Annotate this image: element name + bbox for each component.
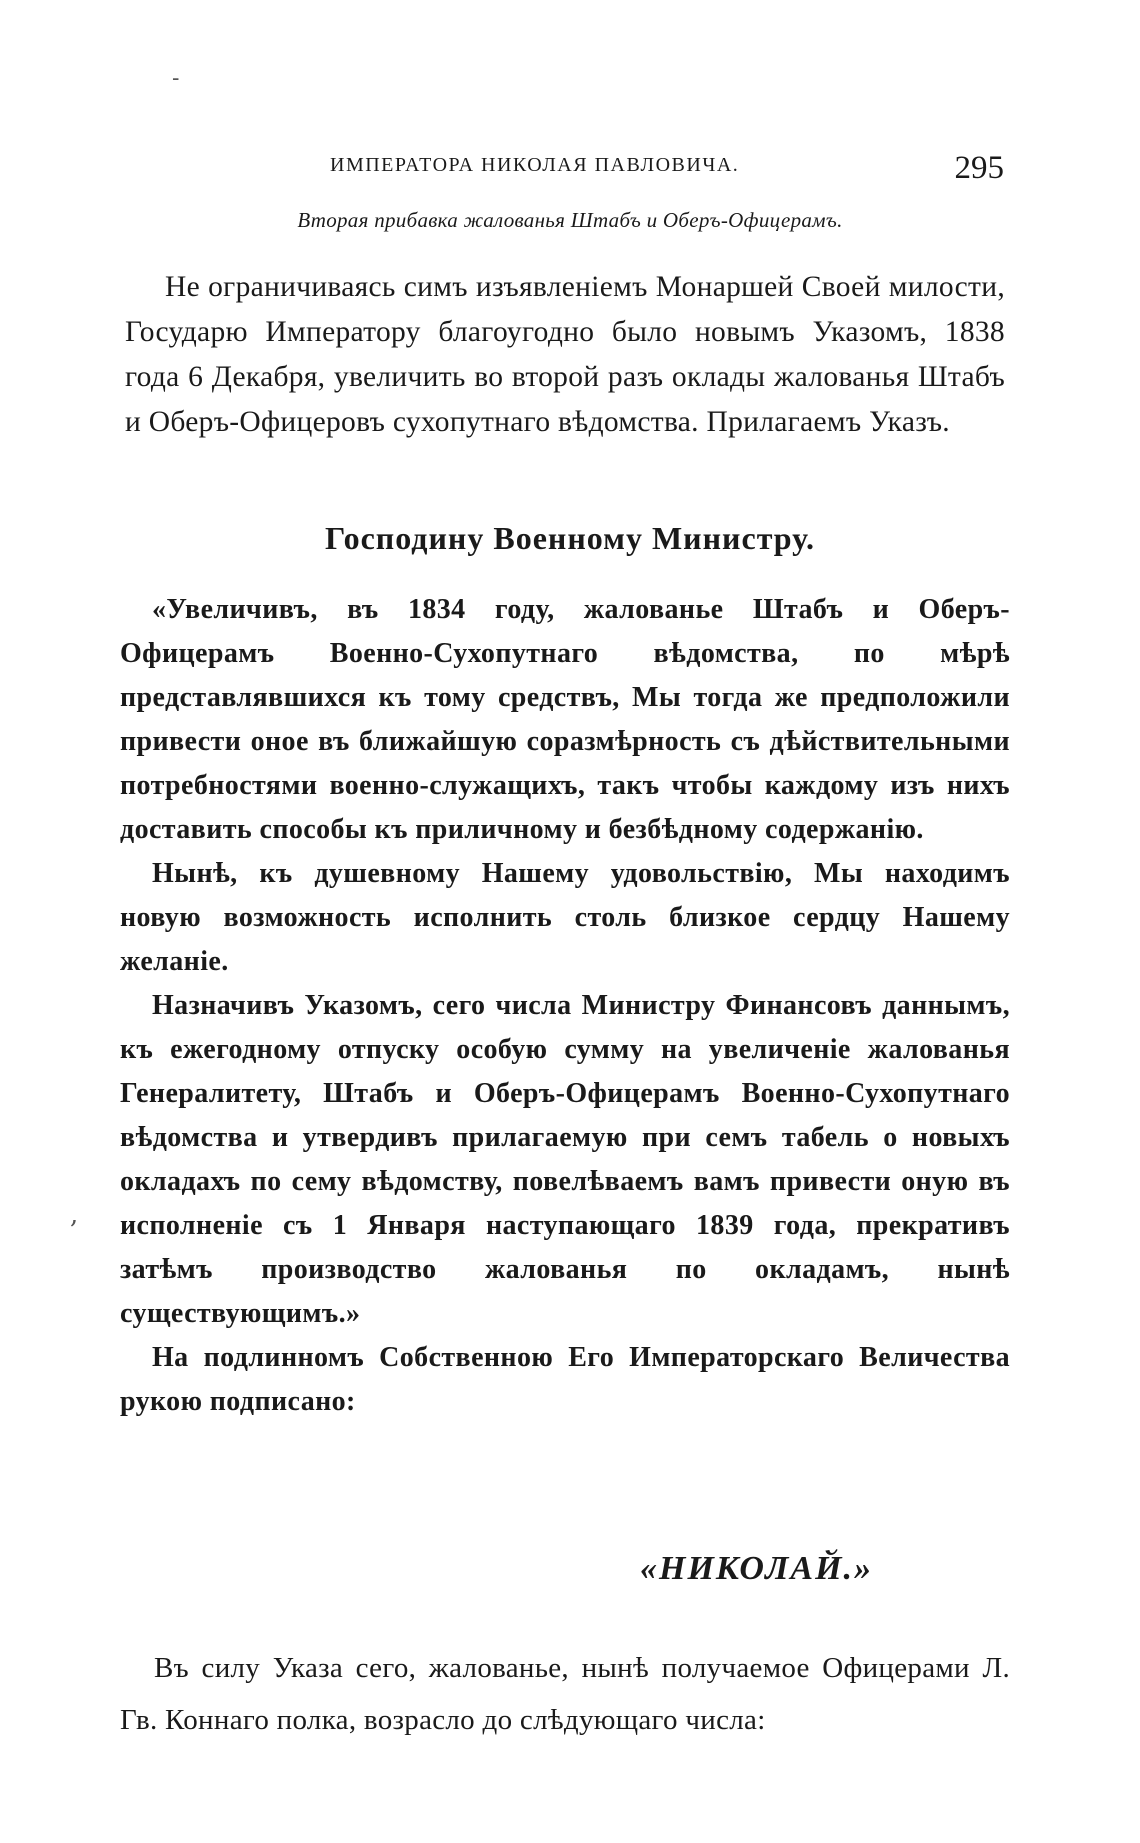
print-speck: - — [172, 66, 180, 91]
decree-paragraph-2: Нынѣ, къ душевному Нашему удовольствію, Мы находимъ новую возможность исполнить столь близкое сердцу Нашему желаніе. — [120, 858, 1010, 977]
page-number: 295 — [954, 150, 1004, 186]
section-title: Вторая прибавка жалованья Штабъ и Оберъ-Офицерамъ. — [297, 208, 843, 232]
intro-text — [125, 265, 1005, 445]
intro-paragraph: Не ограничиваясь симъ изъявленіемъ Монаршей Своей милости, Государю Императору благоугодно было новымъ Указомъ, 1838 года 6 Декабря, увеличить во второй разъ оклады жалованья Штабъ и Оберъ-Офицеровъ сухопутнаго вѣдомства. Прилагаемъ Указъ. — [125, 271, 1005, 438]
page-header — [120, 150, 1020, 190]
decree-addressee: Господину Военному Министру. — [325, 520, 815, 556]
decree-paragraph-3: Назначивъ Указомъ, сего числа Министру Финансовъ даннымъ, къ ежегодному отпуску особую сумму на увеличеніе жалованья Генералитету, Штабъ и Оберъ-Офицерамъ Военно-Сухопутнаго вѣдомства и утвердивъ прилагаемую при семъ табель о новыхъ окладахъ по сему вѣдомству, повелѣваемъ вамъ привести оную въ исполненіе съ 1 Января наступающаго 1839 года, прекративъ затѣмъ производство жалованья по окладамъ, нынѣ существующимъ.» — [120, 990, 1010, 1329]
outro-text — [120, 1642, 1010, 1746]
outro-paragraph: Въ силу Указа сего, жалованье, нынѣ получаемое Офицерами Л. Гв. Коннаго полка, возрасло до слѣдующаго числа: — [120, 1652, 1010, 1736]
decree-paragraph-1: «Увеличивъ, въ 1834 году, жалованье Штабъ и Оберъ-Офицерамъ Военно-Сухопутнаго вѣдомства, по мѣрѣ представлявшихся къ тому средствъ, Мы тогда же предположили привести оное въ ближайшую соразмѣрность съ дѣйствительными потребностями военно-служащихъ, такъ чтобы каждому изъ нихъ доставить способы къ приличному и безбѣдному содержанію. — [120, 594, 1010, 845]
decree-paragraph-4: На подлинномъ Собственною Его Императорскаго Величества рукою подписано: — [120, 1342, 1010, 1417]
signature: «НИКОЛАЙ.» — [640, 1550, 874, 1587]
running-head: ИМПЕРАТОРА НИКОЛАЯ ПАВЛОВИЧА. — [330, 154, 740, 176]
print-speck: , — [70, 1200, 79, 1230]
decree-text — [120, 588, 1010, 1424]
